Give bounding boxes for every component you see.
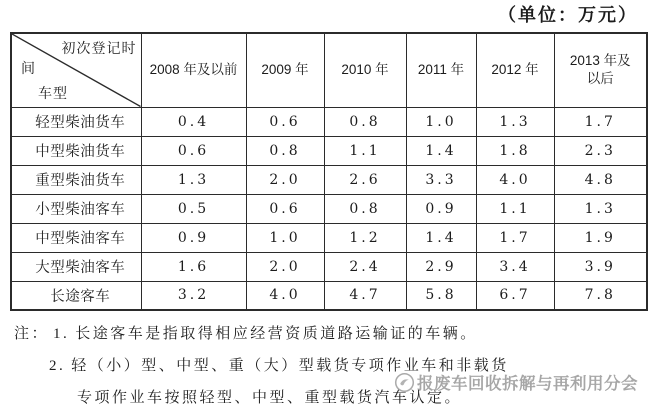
table-cell: 0.9 — [141, 223, 246, 252]
note-2-text-line1: 轻（小）型、中型、重（大）型载货专项作业车和非载货 — [71, 358, 509, 374]
table-cell: 3.4 — [476, 252, 554, 281]
row-label: 大型柴油客车 — [11, 252, 141, 281]
corner-time-label-line1: 初次登记时 — [61, 42, 137, 57]
table-cell: 0.4 — [141, 107, 246, 136]
row-label: 中型柴油货车 — [11, 136, 141, 165]
column-header-text: 2010 年 — [341, 62, 389, 78]
table-cell: 1.1 — [476, 194, 554, 223]
corner-header-cell — [11, 33, 141, 107]
table-cell: 0.6 — [246, 194, 324, 223]
table-cell: 2.9 — [406, 252, 476, 281]
table-cell: 3.3 — [406, 165, 476, 194]
table-cell: 1.1 — [324, 136, 406, 165]
table-cell: 2.0 — [246, 165, 324, 194]
table-cell: 2.6 — [324, 165, 406, 194]
table-row — [11, 252, 647, 281]
column-header-2011 — [406, 33, 476, 107]
table-cell: 2.3 — [554, 136, 647, 165]
table-cell: 2.4 — [324, 252, 406, 281]
table-row — [11, 107, 647, 136]
row-label: 重型柴油货车 — [11, 165, 141, 194]
table-cell: 1.2 — [324, 223, 406, 252]
column-header-2012 — [476, 33, 554, 107]
table-cell: 1.8 — [476, 136, 554, 165]
association-badge-icon — [394, 372, 415, 393]
table-cell: 1.3 — [141, 165, 246, 194]
table-cell: 1.4 — [406, 136, 476, 165]
table-cell: 2.0 — [246, 252, 324, 281]
table-cell: 6.7 — [476, 281, 554, 310]
table-cell: 0.6 — [246, 107, 324, 136]
corner-time-label-line2: 间 — [21, 62, 35, 77]
note-2-number: 2. — [49, 358, 66, 374]
column-header-2013 — [554, 33, 647, 107]
subsidy-table — [10, 32, 648, 311]
table-cell: 0.8 — [324, 194, 406, 223]
table-cell: 5.8 — [406, 281, 476, 310]
table-cell: 0.6 — [141, 136, 246, 165]
table-row — [11, 194, 647, 223]
table-row — [11, 165, 647, 194]
column-header-text: 2009 年 — [261, 62, 309, 78]
table-cell: 4.0 — [476, 165, 554, 194]
table-cell: 4.7 — [324, 281, 406, 310]
table-cell: 1.0 — [246, 223, 324, 252]
table-cell: 7.8 — [554, 281, 647, 310]
table-cell: 1.4 — [406, 223, 476, 252]
table-row — [11, 281, 647, 310]
watermark-text: 报废车回收拆解与再利用分会 — [417, 375, 638, 393]
column-header-text: 2011 年 — [417, 62, 465, 78]
note-line-1 — [14, 322, 478, 343]
table-cell: 1.7 — [554, 107, 647, 136]
notes-prefix: 注： — [14, 326, 50, 342]
watermark — [394, 370, 638, 394]
header-row — [11, 33, 647, 107]
table-cell: 3.9 — [554, 252, 647, 281]
table-cell: 1.3 — [476, 107, 554, 136]
table-cell: 1.6 — [141, 252, 246, 281]
row-label: 轻型柴油货车 — [11, 107, 141, 136]
table-cell: 0.8 — [324, 107, 406, 136]
column-header-2008 — [141, 33, 246, 107]
column-header-text: 2008 年及以前 — [149, 62, 238, 78]
note-2-text-line2: 专项作业车按照轻型、中型、重型载货汽车认定。 — [77, 390, 463, 406]
row-label: 长途客车 — [11, 281, 141, 310]
table-cell: 1.7 — [476, 223, 554, 252]
table-cell: 1.3 — [554, 194, 647, 223]
table-row — [11, 223, 647, 252]
row-label: 小型柴油客车 — [11, 194, 141, 223]
note-1-text: 长途客车是指取得相应经营资质道路运输证的车辆。 — [75, 326, 478, 342]
column-header-2010 — [324, 33, 406, 107]
note-1-number: 1. — [53, 326, 70, 342]
table-cell: 3.2 — [141, 281, 246, 310]
unit-label: （单位：万元） — [498, 5, 638, 26]
table-cell: 0.5 — [141, 194, 246, 223]
corner-vehicle-label: 车型 — [38, 86, 68, 102]
table-cell: 4.0 — [246, 281, 324, 310]
row-label: 中型柴油客车 — [11, 223, 141, 252]
table-cell: 0.9 — [406, 194, 476, 223]
column-header-text: 以后 — [586, 71, 614, 87]
column-header-text: 2012 年 — [491, 62, 539, 78]
table-cell: 1.9 — [554, 223, 647, 252]
column-header-text: 2013 年及 — [569, 53, 631, 69]
table-cell: 0.8 — [246, 136, 324, 165]
table-cell: 4.8 — [554, 165, 647, 194]
column-header-2009 — [246, 33, 324, 107]
table-row — [11, 136, 647, 165]
table-cell: 1.0 — [406, 107, 476, 136]
